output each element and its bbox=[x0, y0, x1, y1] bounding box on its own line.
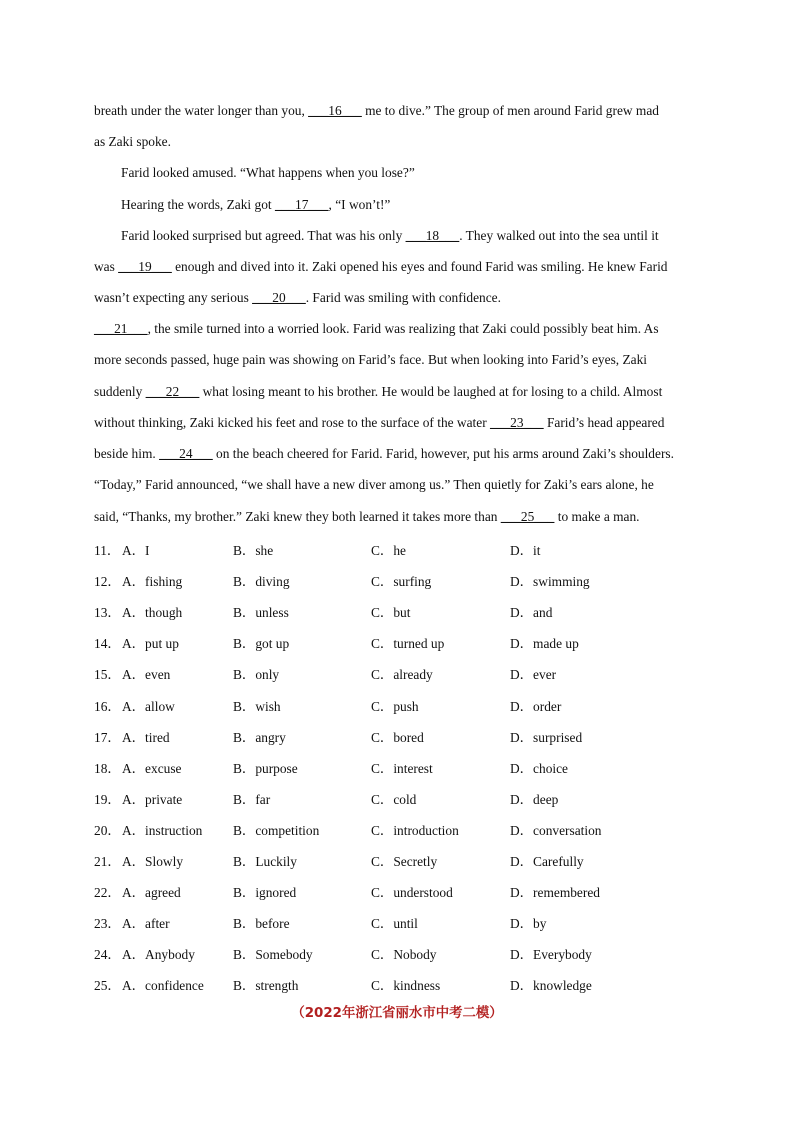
text: said, “Thanks, my brother.” Zaki knew they both learned it takes more than bbox=[94, 509, 501, 524]
question-number: 16． bbox=[94, 698, 121, 714]
option-d: D．it bbox=[510, 543, 541, 558]
option-b: B．ignored bbox=[233, 885, 297, 901]
passage-line-2: as Zaki spoke. bbox=[94, 134, 171, 149]
blank-24: ___24___ bbox=[159, 446, 213, 461]
option-b: B．Somebody bbox=[233, 947, 313, 963]
blank-21: ___21___ bbox=[94, 321, 148, 336]
option-c: C．push bbox=[371, 698, 419, 714]
option-b: B．purpose bbox=[233, 760, 298, 776]
option-a: A．fishing bbox=[122, 574, 183, 590]
text: enough and dived into it. Zaki opened his eyes and found Farid was smiling. He knew Farid bbox=[171, 259, 668, 274]
passage-line-14 bbox=[94, 509, 640, 525]
text: what losing meant to his brother. He would be laughed at for losing to a child. Almost bbox=[199, 384, 663, 399]
text: me to dive.” The group of men around Farid grew mad bbox=[361, 103, 659, 118]
option-b: B．wish bbox=[233, 698, 281, 714]
passage-line-8 bbox=[94, 321, 659, 337]
option-d: D．by bbox=[510, 916, 547, 932]
option-c: C．until bbox=[371, 916, 418, 932]
option-c: C．already bbox=[371, 667, 433, 683]
option-b: B．only bbox=[233, 667, 280, 683]
option-c: C．introduction bbox=[371, 822, 459, 838]
question-number: 25． bbox=[94, 978, 121, 994]
text: , “I won’t!” bbox=[328, 197, 391, 212]
source-note: （2022年浙江省丽水市中考二模） bbox=[291, 1006, 503, 1021]
blank-19: ___19___ bbox=[118, 259, 172, 274]
option-a: A．after bbox=[122, 916, 170, 932]
option-a: A．tired bbox=[122, 729, 170, 745]
option-a: A．excuse bbox=[122, 760, 182, 776]
blank-25: ___25___ bbox=[500, 509, 555, 524]
blank-23: ___23___ bbox=[490, 415, 544, 430]
option-b: B．diving bbox=[233, 574, 290, 590]
option-d: D．choice bbox=[510, 760, 569, 776]
text: beside him. bbox=[94, 446, 160, 461]
option-a: A．even bbox=[122, 667, 171, 683]
option-d: D．conversation bbox=[510, 822, 602, 838]
option-c: C．but bbox=[371, 605, 411, 621]
text: to make a man. bbox=[554, 509, 640, 524]
blank-17: ___17___ bbox=[274, 197, 329, 212]
question-number: 12． bbox=[94, 574, 121, 590]
question-number: 11． bbox=[94, 543, 121, 558]
option-c: C．he bbox=[371, 543, 406, 558]
option-d: D．remembered bbox=[510, 885, 600, 901]
passage-line-5 bbox=[121, 228, 659, 244]
question-number: 14． bbox=[94, 636, 121, 652]
question-number: 13． bbox=[94, 605, 121, 621]
option-b: B．strength bbox=[233, 978, 299, 994]
option-a: A．agreed bbox=[122, 885, 181, 901]
option-b: B．competition bbox=[233, 822, 320, 838]
passage-line-3: Farid looked amused. “What happens when you lose?” bbox=[121, 165, 415, 180]
option-c: C．turned up bbox=[371, 636, 445, 652]
option-b: B．angry bbox=[233, 729, 286, 745]
option-b: B．Luckily bbox=[233, 854, 297, 869]
passage-line-13: “Today,” Farid announced, “we shall have a new diver among us.” Then quietly for Zaki’s ears alone, he bbox=[94, 477, 654, 492]
option-c: C．surfing bbox=[371, 574, 432, 590]
option-b: B．before bbox=[233, 916, 290, 932]
blank-22: ___22___ bbox=[145, 384, 200, 399]
text: wasn’t expecting any serious bbox=[94, 290, 253, 305]
text: on the beach cheered for Farid. Farid, however, put his arms around Zaki’s shoulders. bbox=[212, 446, 674, 461]
option-d: D．knowledge bbox=[510, 978, 592, 994]
question-number: 19． bbox=[94, 791, 121, 807]
passage-line-10 bbox=[94, 384, 662, 400]
option-a: A．I bbox=[122, 543, 150, 558]
question-number: 18． bbox=[94, 760, 121, 776]
option-a: A．Slowly bbox=[122, 854, 184, 869]
text: suddenly bbox=[94, 384, 146, 399]
passage-line-7 bbox=[94, 290, 501, 306]
option-d: D．made up bbox=[510, 636, 579, 652]
option-c: C．bored bbox=[371, 729, 424, 745]
option-b: B．got up bbox=[233, 636, 290, 652]
passage-line-1 bbox=[94, 103, 659, 119]
passage-line-11 bbox=[94, 415, 664, 431]
option-b: B．unless bbox=[233, 605, 289, 621]
text: . Farid was smiling with confidence. bbox=[305, 290, 501, 305]
option-b: B．she bbox=[233, 543, 274, 558]
option-d: D．surprised bbox=[510, 729, 583, 745]
question-number: 22． bbox=[94, 885, 121, 901]
passage-line-6 bbox=[94, 259, 668, 275]
option-c: C．Nobody bbox=[371, 947, 437, 963]
text: breath under the water longer than you, bbox=[94, 103, 309, 118]
question-number: 21． bbox=[94, 854, 121, 869]
option-c: C．understood bbox=[371, 885, 453, 901]
option-a: A．allow bbox=[122, 698, 175, 714]
passage-line-12 bbox=[94, 446, 674, 462]
option-a: A．private bbox=[122, 791, 183, 807]
passage-line-4 bbox=[121, 197, 390, 213]
option-c: C．cold bbox=[371, 791, 417, 807]
option-c: C．interest bbox=[371, 760, 433, 776]
option-d: D．Carefully bbox=[510, 854, 584, 869]
blank-16: ___16___ bbox=[308, 103, 362, 118]
text: Farid’s head appeared bbox=[543, 415, 665, 430]
text: , the smile turned into a worried look. Farid was realizing that Zaki could possibly beat him. As bbox=[147, 321, 659, 336]
blank-18: ___18___ bbox=[405, 228, 460, 243]
option-b: B．far bbox=[233, 791, 271, 807]
option-a: A．though bbox=[122, 605, 183, 621]
question-number: 24． bbox=[94, 947, 121, 963]
option-d: D．swimming bbox=[510, 574, 590, 590]
option-d: D．order bbox=[510, 698, 562, 714]
option-d: D．deep bbox=[510, 791, 559, 807]
text: was bbox=[94, 259, 119, 274]
option-a: A．put up bbox=[122, 636, 179, 652]
option-a: A．Anybody bbox=[122, 947, 195, 963]
option-d: D．and bbox=[510, 605, 553, 621]
passage-line-9: more seconds passed, huge pain was showing on Farid’s face. But when looking into Farid’s eyes, Zaki bbox=[94, 352, 648, 367]
text: Hearing the words, Zaki got bbox=[121, 197, 275, 212]
question-number: 17． bbox=[94, 729, 121, 745]
question-number: 15． bbox=[94, 667, 121, 683]
option-d: D．ever bbox=[510, 667, 557, 683]
option-c: C．Secretly bbox=[371, 854, 438, 869]
option-d: D．Everybody bbox=[510, 947, 592, 963]
text: . They walked out into the sea until it bbox=[459, 228, 659, 243]
option-a: A．instruction bbox=[122, 822, 203, 838]
question-number: 23． bbox=[94, 916, 121, 932]
blank-20: ___20___ bbox=[252, 290, 306, 305]
question-number: 20． bbox=[94, 822, 121, 838]
option-c: C．kindness bbox=[371, 978, 441, 994]
option-a: A．confidence bbox=[122, 978, 204, 994]
text: without thinking, Zaki kicked his feet and rose to the surface of the water bbox=[94, 415, 491, 430]
text: Farid looked surprised but agreed. That was his only bbox=[121, 228, 406, 243]
